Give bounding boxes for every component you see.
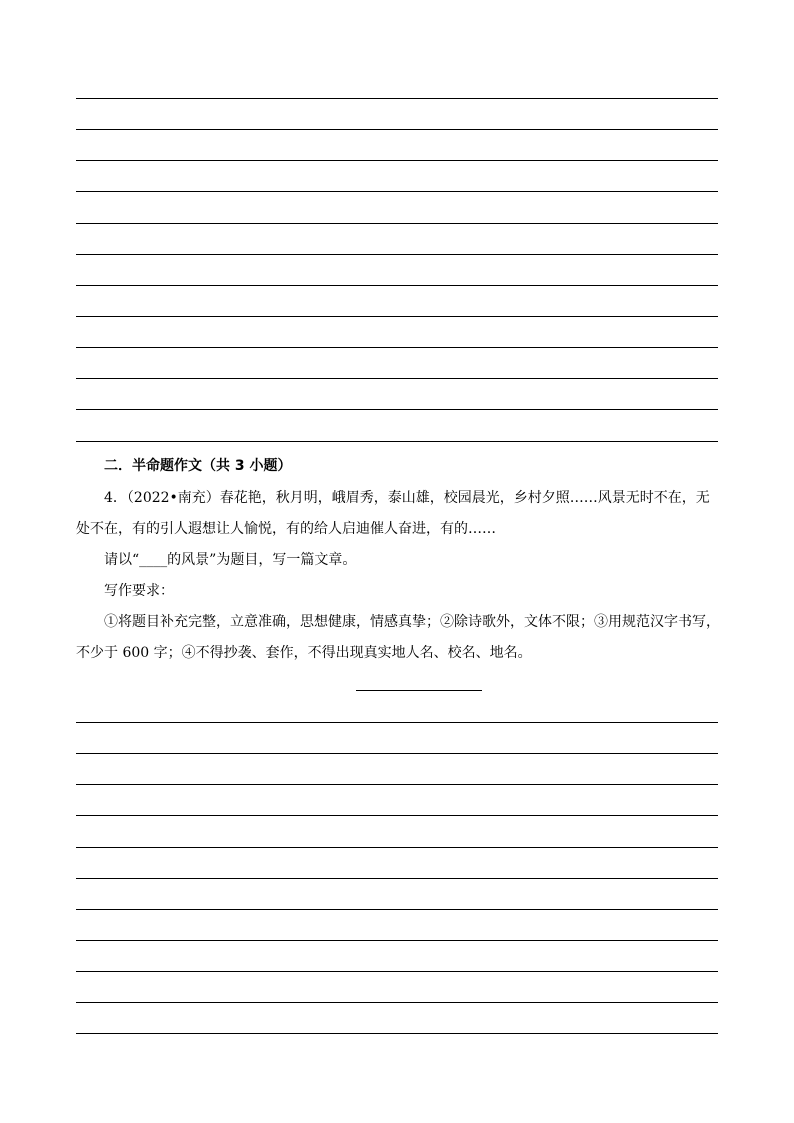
- requirements-text: ①将题目补充完整，立意准确，思想健康，情感真挚；②除诗歌外，文体不限；③用规范汉字书写，不少于 600 字；④不得抄袭、套作，不得出现真实地人名、校名、地名。: [76, 614, 720, 661]
- title-blank-line: [356, 690, 482, 691]
- answer-line: [76, 722, 718, 723]
- requirements-label: 写作要求：: [104, 583, 174, 599]
- answer-line: [76, 441, 718, 442]
- answer-line: [76, 753, 718, 754]
- answer-line: [76, 254, 718, 255]
- answer-line: [76, 285, 718, 286]
- answer-line: [76, 191, 718, 192]
- answer-line: [76, 940, 718, 941]
- answer-line: [76, 847, 718, 848]
- answer-line: [76, 1033, 718, 1034]
- answer-line: [76, 378, 718, 379]
- answer-line: [76, 347, 718, 348]
- question-number-source: 4．（2022•南充）: [104, 490, 220, 506]
- answer-lines-top: [76, 0, 718, 450]
- answer-line: [76, 129, 718, 130]
- answer-line: [76, 98, 718, 99]
- question-body: [76, 483, 720, 669]
- answer-line: [76, 223, 718, 224]
- answer-line: [76, 815, 718, 816]
- answer-line: [76, 160, 718, 161]
- question-prompt-text: 春花艳，秋月明，峨眉秀，泰山雄，校园晨光，乡村夕照……风景无时不在，无处不在，有的引人遐想让人愉悦，有的给人启迪催人奋进，有的……: [76, 490, 710, 537]
- question-instruction: 请以“____的风景”为题目，写一篇文章。: [104, 552, 357, 568]
- question-prompt: [76, 483, 720, 545]
- answer-line: [76, 878, 718, 879]
- answer-line: [76, 316, 718, 317]
- section-heading: 二．半命题作文（共 3 小题）: [104, 458, 292, 474]
- answer-lines-bottom: [76, 700, 718, 1040]
- answer-line: [76, 409, 718, 410]
- answer-line: [76, 1002, 718, 1003]
- answer-line: [76, 971, 718, 972]
- answer-line: [76, 909, 718, 910]
- answer-line: [76, 784, 718, 785]
